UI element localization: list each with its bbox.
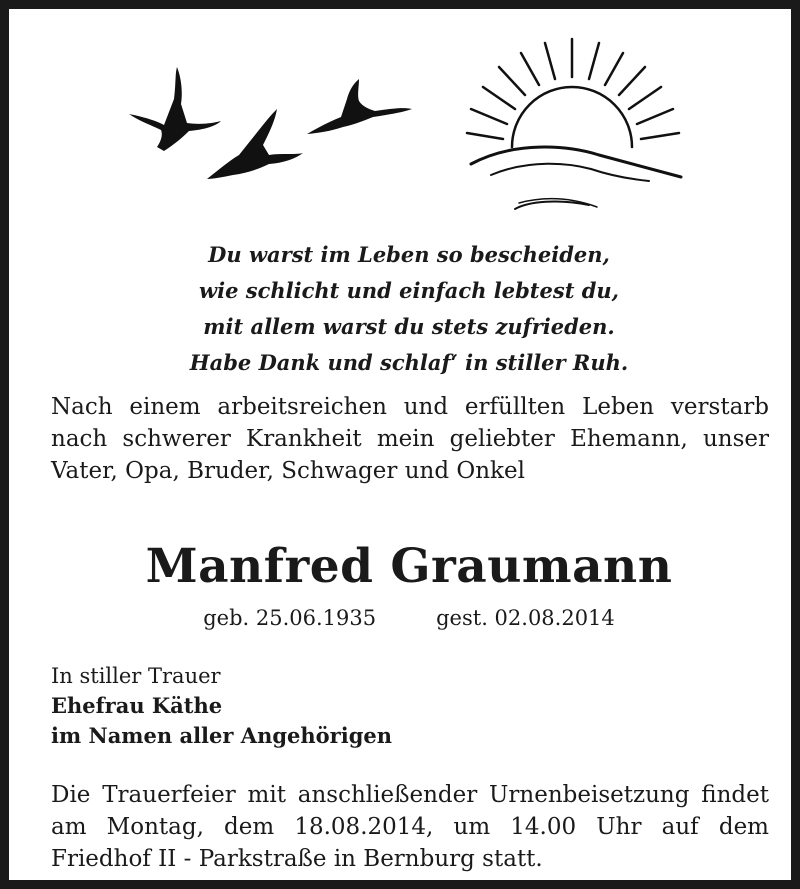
poem-line: Du warst im Leben so bescheiden, xyxy=(208,242,610,267)
sunset-icon xyxy=(467,39,681,209)
relatives-line: im Namen aller Angehörigen xyxy=(51,723,393,748)
poem-line: mit allem warst du stets zufrieden. xyxy=(203,314,615,339)
flying-goose-icon xyxy=(307,79,412,134)
death-date: gest. 02.08.2014 xyxy=(436,606,615,630)
birth-date: geb. 25.06.1935 xyxy=(203,606,377,630)
poem xyxy=(49,237,769,381)
life-dates xyxy=(9,603,800,633)
intro-text: Nach einem arbeitsreichen und erfüllten Leben verstarb nach schwerer Krankheit mein geliebter Ehemann, unser Vater, Opa, Bruder, Schwager und Onkel xyxy=(51,394,769,484)
flying-goose-icon xyxy=(207,109,303,179)
poem-line: Habe Dank und schlaf‘ in stiller Ruh. xyxy=(189,350,629,375)
poem-line: wie schlicht und einfach lebtest du, xyxy=(199,278,619,303)
flying-goose-icon xyxy=(129,67,221,151)
spouse-name: Ehefrau Käthe xyxy=(51,693,223,718)
deceased-name: Manfred Graumann xyxy=(145,539,673,594)
service-text: Die Trauerfeier mit anschließender Urnenbeisetzung findet am Montag, dem 18.08.2014, um 14.00 Uhr auf dem Friedhof II - Parkstraße in Bernburg statt. xyxy=(51,782,769,872)
mourning-line: In stiller Trauer xyxy=(51,664,221,688)
illustration xyxy=(119,29,699,229)
mourners-block xyxy=(51,661,392,751)
